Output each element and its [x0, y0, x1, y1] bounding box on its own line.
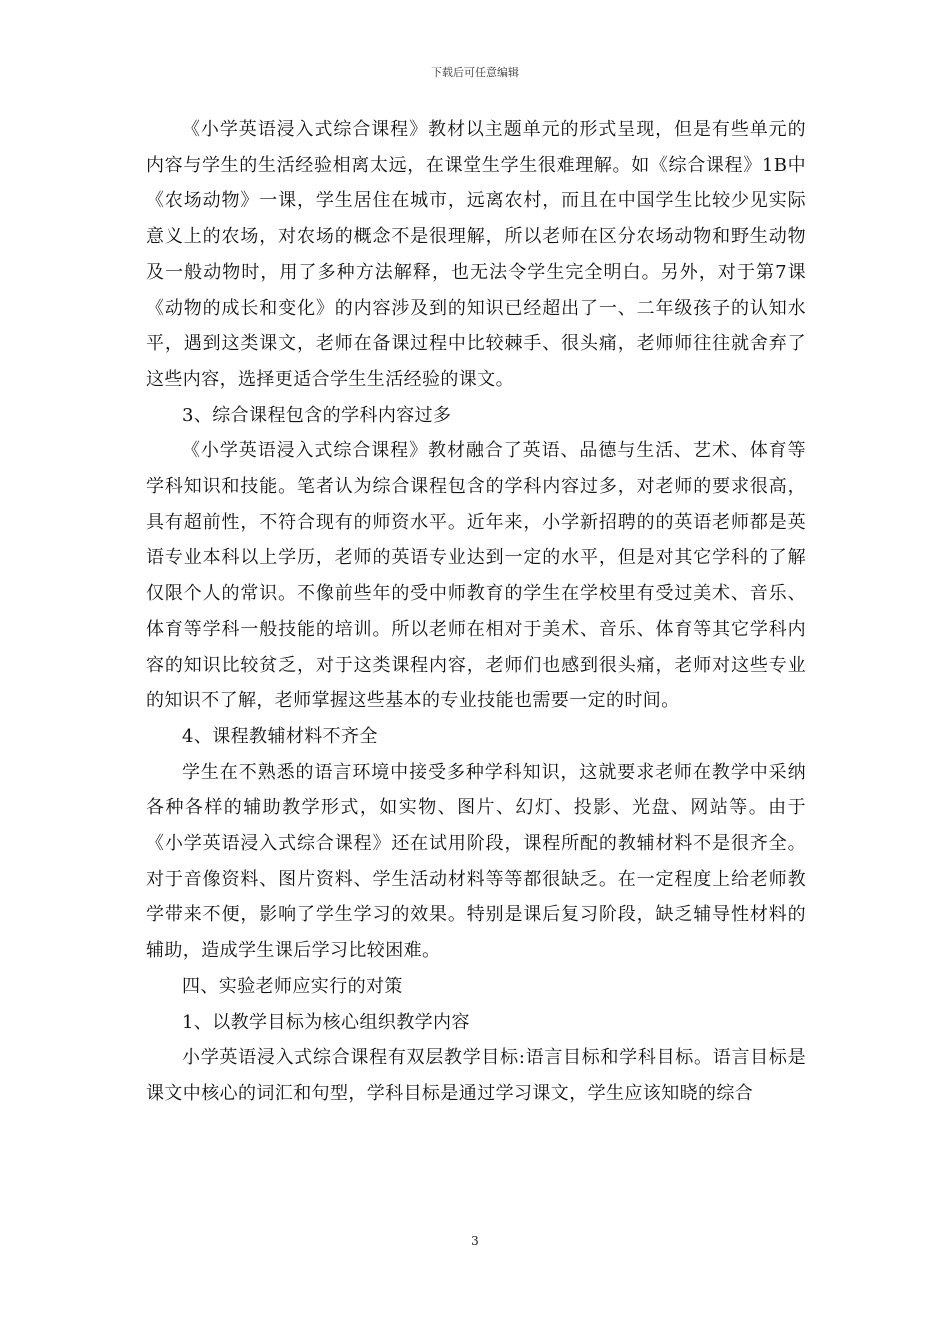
document-body	[146, 112, 806, 1112]
paragraph-textbook-units: 《小学英语浸入式综合课程》教材以主题单元的形式呈现，但是有些单元的内容与学生的生活经验相离太远，在课堂生学生很难理解。如《综合课程》1B中《农场动物》一课，学生居住在城市，远离农村，而且在中国学生比较少见实际意义上的农场，对农场的概念不是很理解，所以老师在区分农场动物和野生动物及一般动物时，用了多种方法解释，也无法令学生完全明白。另外，对于第7课《动物的成长和变化》的内容涉及到的知识已经超出了一、二年级孩子的认知水平，遇到这类课文，老师在备课过程中比较棘手、很头痛，老师师往往就舍弃了这些内容，选择更适合学生生活经验的课文。	[146, 119, 806, 390]
page-header: 下载后可任意编辑	[431, 66, 519, 79]
section-heading-too-many-subjects: 3、综合课程包含的学科内容过多	[182, 404, 452, 426]
paragraph-teaching-materials: 学生在不熟悉的语言环境中接受多种学科知识，这就要求老师在教学中采纳各种各样的辅助教学形式，如实物、图片、幻灯、投影、光盘、网站等。由于《小学英语浸入式综合课程》还在试用阶段，课程所配的教辅材料不是很齐全。对于音像资料、图片资料、学生活动材料等等都很缺乏。在一定程度上给老师教学带来不便，影响了学生学习的效果。特别是课后复习阶段，缺乏辅导性材料的辅助，造成学生课后学习比较困难。	[146, 761, 806, 962]
page-number: 3	[471, 1234, 479, 1248]
section-heading-countermeasures: 四、实验老师应实行的对策	[182, 975, 403, 997]
paragraph-dual-goals: 小学英语浸入式综合课程有双层教学目标:语言目标和学科目标。语言目标是课文中核心的词汇和句型，学科目标是通过学习课文，学生应该知晓的综合	[146, 1047, 806, 1104]
section-heading-teaching-goals: 1、以教学目标为核心组织教学内容	[182, 1011, 470, 1033]
section-heading-materials: 4、课程教辅材料不齐全	[182, 725, 378, 747]
paragraph-subject-content: 《小学英语浸入式综合课程》教材融合了英语、品德与生活、艺术、体育等学科知识和技能。笔者认为综合课程包含的学科内容过多，对老师的要求很高，具有超前性，不符合现有的师资水平。近年来，小学新招聘的的英语老师都是英语专业本科以上学历，老师的英语专业达到一定的水平，但是对其它学科的了解仅限个人的常识。不像前些年的受中师教育的学生在学校里有受过美术、音乐、体育等学科一般技能的培训。所以老师在相对于美术、音乐、体育等其它学科内容的知识比较贫乏，对于这类课程内容，老师们也感到很头痛，老师对这些专业的知识不了解，老师掌握这些基本的专业技能也需要一定的时间。	[146, 440, 806, 712]
